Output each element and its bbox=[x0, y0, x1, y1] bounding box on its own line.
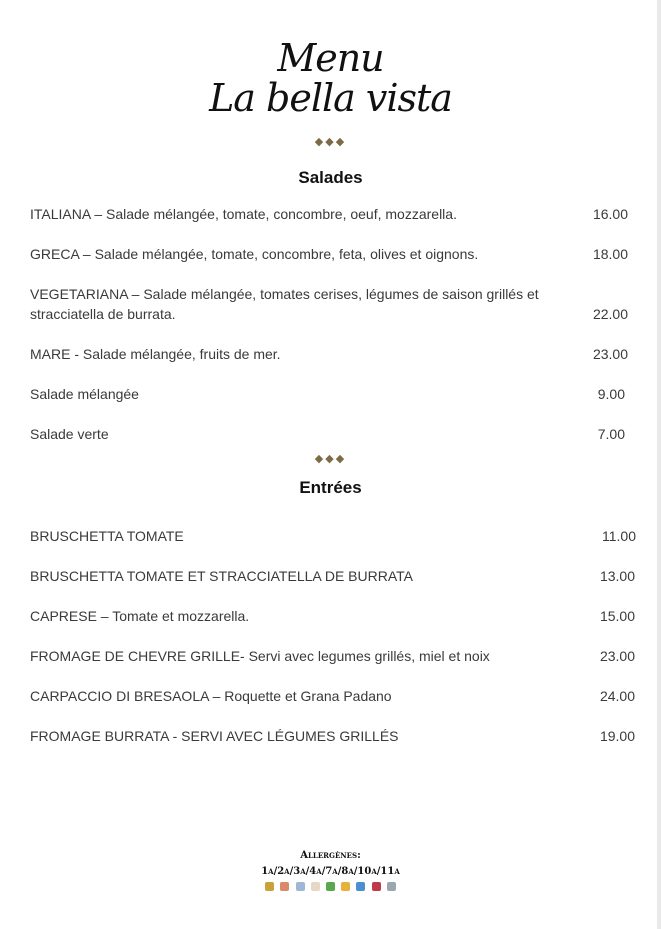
menu-item bbox=[30, 686, 550, 706]
shellfish-icon bbox=[387, 882, 396, 891]
menu-item-name: GRECA – Salade mélangée, tomate, concombre, feta, olives et oignons. bbox=[30, 246, 479, 262]
menu-item-price: 22.00 bbox=[592, 306, 628, 322]
menu-item-price: 18.00 bbox=[592, 246, 628, 262]
menu-item bbox=[30, 566, 550, 586]
egg-icon bbox=[296, 882, 305, 891]
allergens-heading: Allergènes: bbox=[300, 850, 361, 861]
menu-item bbox=[30, 606, 550, 626]
menu-item bbox=[30, 526, 550, 546]
crustacean-icon bbox=[280, 882, 289, 891]
menu-item-price: 16.00 bbox=[592, 206, 628, 222]
menu-item-name: CARPACCIO DI BRESAOLA – Roquette et Grana Padano bbox=[30, 688, 392, 704]
menu-item bbox=[30, 244, 550, 264]
menu-item-price: 9.00 bbox=[597, 386, 625, 402]
menu-item-name: BRUSCHETTA TOMATE bbox=[30, 528, 184, 544]
section-title-salades: Salades bbox=[298, 168, 363, 187]
menu-item bbox=[30, 646, 550, 666]
milk-icon bbox=[326, 882, 335, 891]
menu-item bbox=[30, 204, 550, 224]
restaurant-name: La bella vista bbox=[209, 76, 452, 120]
menu-item-price: 11.00 bbox=[602, 528, 636, 544]
celery-icon bbox=[356, 882, 365, 891]
diamond-divider: ◆◆◆ bbox=[314, 135, 347, 148]
section-title-entrees: Entrées bbox=[299, 478, 362, 497]
menu-item-name: VEGETARIANA – Salade mélangée, tomates cerises, légumes de saison grillés et stracciatella de burrata. bbox=[30, 286, 539, 322]
menu-item bbox=[30, 284, 550, 324]
allergens-codes: 1a/2a/3a/4a/7a/8a/10a/11a bbox=[261, 866, 400, 877]
menu-item-price: 23.00 bbox=[599, 648, 635, 664]
menu-item-price: 19.00 bbox=[599, 728, 635, 744]
menu-item-price: 23.00 bbox=[592, 346, 628, 362]
menu-title: Menu bbox=[277, 36, 384, 80]
menu-item-name: Salade mélangée bbox=[30, 386, 139, 402]
nut-icon bbox=[341, 882, 350, 891]
menu-item-name: FROMAGE BURRATA - SERVI AVEC LÉGUMES GRILLÉS bbox=[30, 728, 399, 744]
menu-item-name: FROMAGE DE CHEVRE GRILLE- Servi avec legumes grillés, miel et noix bbox=[30, 648, 490, 664]
gluten-icon bbox=[265, 882, 274, 891]
menu-item-name: Salade verte bbox=[30, 426, 109, 442]
menu-item-name: MARE - Salade mélangée, fruits de mer. bbox=[30, 346, 281, 362]
menu-item-name: BRUSCHETTA TOMATE ET STRACCIATELLA DE BURRATA bbox=[30, 568, 413, 584]
allergen-icons-row bbox=[0, 881, 661, 892]
menu-item-price: 7.00 bbox=[597, 426, 625, 442]
menu-item-price: 15.00 bbox=[599, 608, 635, 624]
menu-item bbox=[30, 726, 550, 746]
diamond-divider: ◆◆◆ bbox=[314, 452, 347, 465]
menu-item bbox=[30, 424, 550, 444]
menu-item-name: CAPRESE – Tomate et mozzarella. bbox=[30, 608, 250, 624]
menu-item bbox=[30, 384, 550, 404]
fish-icon bbox=[311, 882, 320, 891]
menu-item-price: 24.00 bbox=[599, 688, 635, 704]
menu-item-price: 13.00 bbox=[599, 568, 635, 584]
menu-item-name: ITALIANA – Salade mélangée, tomate, concombre, oeuf, mozzarella. bbox=[30, 206, 457, 222]
menu-item bbox=[30, 344, 550, 364]
mustard-icon bbox=[372, 882, 381, 891]
